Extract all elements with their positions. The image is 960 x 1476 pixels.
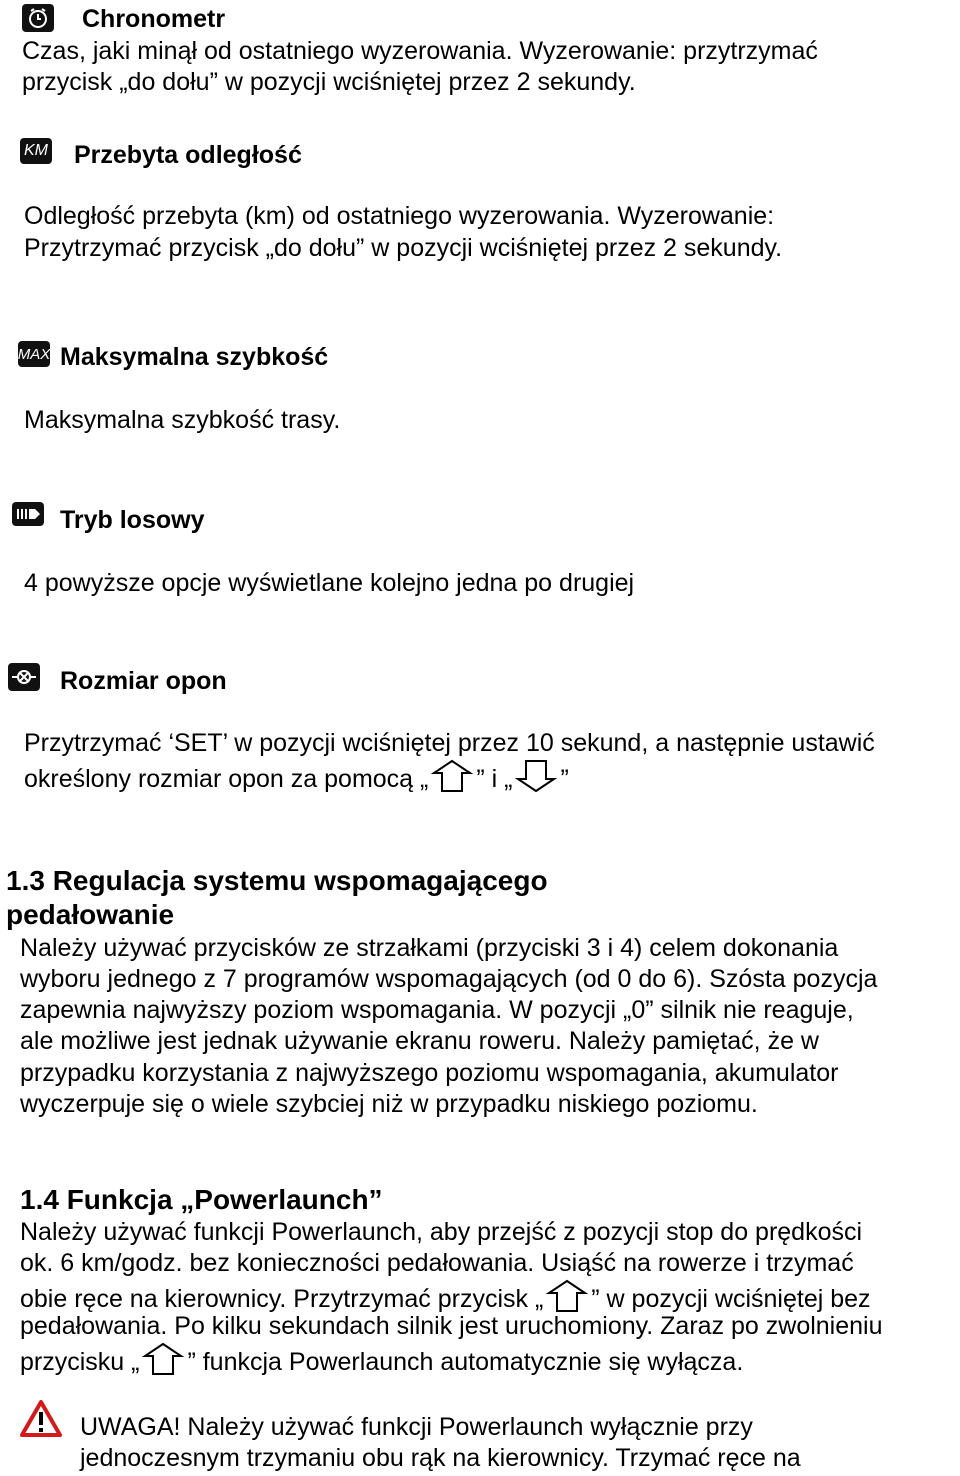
tire-title: Rozmiar opon (60, 667, 227, 695)
random-mode-icon (12, 502, 44, 526)
s13-line: ale możliwe jest jednak używanie ekranu roweru. Należy pamiętać, że w (20, 1027, 819, 1055)
warning-line-2: jednoczesnym trzymaniu obu rąk na kierownicy. Trzymać ręce na (80, 1444, 801, 1472)
s14-line-4: pedałowania. Po kilku sekundach silnik jest uruchomiony. Zaraz po zwolnieniu (20, 1312, 883, 1340)
up-arrow-icon (141, 1342, 185, 1376)
tire-icon (8, 663, 40, 691)
chrono-text-1: Czas, jaki minął od ostatniego wyzerowania. Wyzerowanie: przytrzymać (22, 37, 818, 65)
max-icon: MAX (18, 341, 50, 367)
maxspeed-title: Maksymalna szybkość (60, 343, 329, 371)
s13-line: Należy używać przycisków ze strzałkami (przyciski 3 i 4) celem dokonania (20, 934, 839, 962)
km-icon: KM (20, 138, 52, 164)
down-arrow-icon (514, 759, 558, 793)
clock-icon (22, 4, 54, 32)
section-1-3-heading: 1.3 Regulacja systemu wspomagającego (6, 865, 548, 896)
section-1-4-heading: 1.4 Funkcja „Powerlaunch” (20, 1184, 383, 1215)
random-text: 4 powyższe opcje wyświetlane kolejno jedna po drugiej (24, 569, 635, 597)
s14-line-3: obie ręce na kierownicy. Przytrzymać przycisk „ ” w pozycji wciśniętej bez (20, 1279, 871, 1315)
s13-line: zapewnia najwyższy poziom wspomagania. W pozycji „0” silnik nie reaguje, (20, 996, 854, 1024)
tire-text-2: określony rozmiar opon za pomocą „ ” i „ ” (24, 759, 569, 795)
tire-text-1: Przytrzymać ‘SET’ w pozycji wciśniętej przez 10 sekund, a następnie ustawić (24, 729, 875, 757)
up-arrow-icon (430, 759, 474, 793)
distance-text-1: Odległość przebyta (km) od ostatniego wyzerowania. Wyzerowanie: (24, 202, 775, 230)
random-title: Tryb losowy (60, 506, 205, 534)
s13-line: wyboru jednego z 7 programów wspomagających (od 0 do 6). Szósta pozycja (20, 965, 878, 993)
chrono-text-2: przycisk „do dołu” w pozycji wciśniętej przez 2 sekundy. (22, 68, 636, 96)
s14-line-2: ok. 6 km/godz. bez konieczności pedałowania. Usiąść na rowerze i trzymać (20, 1249, 854, 1277)
s14-line-5: przycisku „ ” funkcja Powerlaunch automatycznie się wyłącza. (20, 1342, 743, 1378)
section-1-3-heading-cont: pedałowanie (6, 899, 175, 930)
up-arrow-icon (545, 1279, 589, 1313)
chrono-title: Chronometr (82, 5, 226, 33)
warning-icon (20, 1400, 62, 1438)
s13-line: przypadku korzystania z najwyższego poziomu wspomagania, akumulator (20, 1059, 839, 1087)
distance-title: Przebyta odległość (74, 141, 302, 169)
s14-line-1: Należy używać funkcji Powerlaunch, aby przejść z pozycji stop do prędkości (20, 1218, 863, 1246)
maxspeed-text: Maksymalna szybkość trasy. (24, 406, 341, 434)
warning-line-1: UWAGA! Należy używać funkcji Powerlaunch wyłącznie przy (80, 1413, 753, 1441)
distance-text-2: Przytrzymać przycisk „do dołu” w pozycji wciśniętej przez 2 sekundy. (24, 234, 783, 262)
s13-line: wyczerpuje się o wiele szybciej niż w przypadku niskiego poziomu. (20, 1090, 758, 1118)
